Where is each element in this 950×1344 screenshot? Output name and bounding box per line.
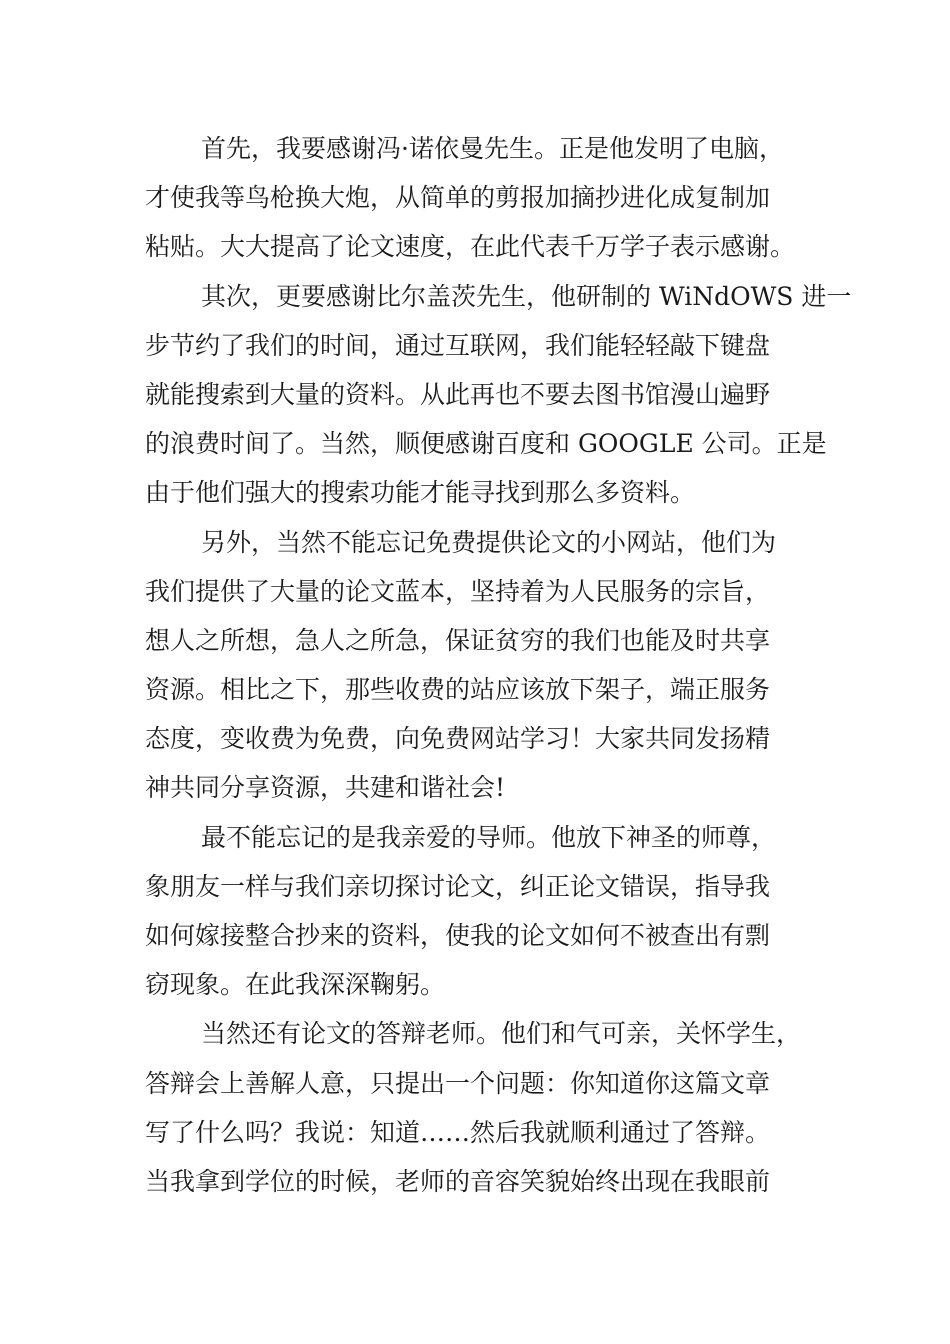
paragraph-line: 的浪费时间了。当然，顺便感谢百度和 GOOGLE 公司。正是 [145,429,827,459]
paragraph-line: 首先，我要感谢冯·诺依曼先生。正是他发明了电脑， [201,134,784,163]
paragraph-line: 最不能忘记的是我亲爱的导师。他放下神圣的师尊， [201,822,777,852]
document-body [145,124,852,1206]
paragraph-line: 神共同分享资源，共建和谐社会! [145,773,506,803]
paragraph-line: 才使我等鸟枪换大炮，从简单的剪报加摘抄进化成复制加 [145,183,771,213]
paragraph-line: 资源。相比之下，那些收费的站应该放下架子，端正服务 [145,675,771,705]
paragraph-line: 写了什么吗？我说：知道……然后我就顺利通过了答辩。 [145,1117,771,1147]
paragraph-line: 其次，更要感谢比尔盖茨先生，他研制的 WiNdOWS 进一 [201,281,852,311]
paragraph-line: 想人之所想，急人之所急，保证贫穷的我们也能及时共享 [145,625,771,655]
paragraph-line: 态度，变收费为免费，向免费网站学习！大家共同发扬精 [145,724,771,754]
paragraph-line: 如何嫁接整合抄来的资料，使我的论文如何不被查出有剽 [145,921,771,950]
paragraph-line: 就能搜索到大量的资料。从此再也不要去图书馆漫山遍野 [145,379,771,409]
paragraph-line: 由于他们强大的搜索功能才能寻找到那么多资料。 [145,478,696,508]
paragraph-line: 另外，当然不能忘记免费提供论文的小网站，他们为 [201,527,777,557]
paragraph-line: 象朋友一样与我们亲切探讨论文，纠正论文错误，指导我 [145,871,771,901]
paragraph-line: 当我拿到学位的时候，老师的音容笑貌始终出现在我眼前 [145,1166,771,1196]
paragraph-line: 当然还有论文的答辩老师。他们和气可亲，关怀学生， [201,1019,802,1049]
paragraph-line: 步节约了我们的时间，通过互联网，我们能轻轻敲下键盘 [145,330,771,360]
paragraph-line: 我们提供了大量的论文蓝本，坚持着为人民服务的宗旨， [145,576,771,606]
paragraph-line: 答辩会上善解人意，只提出一个问题：你知道你这篇文章 [145,1068,771,1098]
paragraph-line: 粘贴。大大提高了论文速度，在此代表千万学子表示感谢。 [145,232,796,262]
paragraph-line: 窃现象。在此我深深鞠躬。 [145,970,446,1000]
